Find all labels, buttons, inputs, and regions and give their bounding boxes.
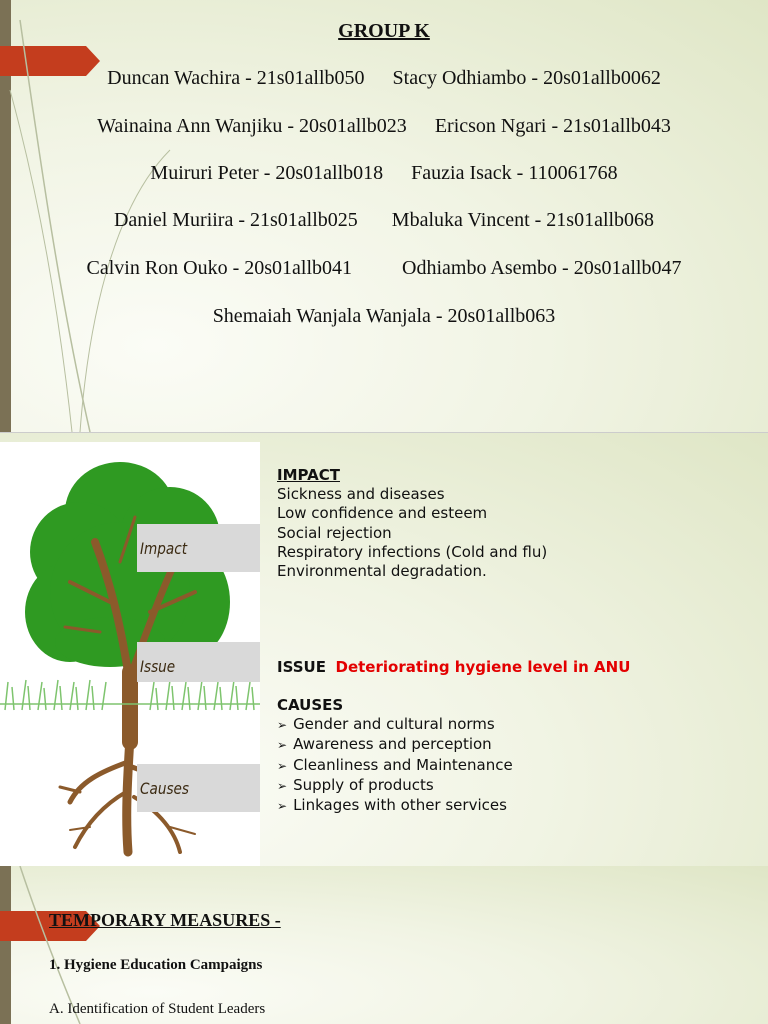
measure-item: 1. Hygiene Education Campaigns [49,957,263,973]
causes-label: Causes [140,779,189,798]
temporary-measures-title: TEMPORARY MEASURES - [49,910,281,930]
member-name: Wainaina Ann Wanjiku - 20s01allb023 [97,115,407,137]
issue-label: Issue [140,657,176,676]
issue-section [277,658,630,677]
member-name: Muiruri Peter - 20s01allb018 [150,162,384,184]
impact-item: Sickness and diseases [277,485,445,504]
impact-section [277,466,547,581]
impact-heading: IMPACT [277,466,340,484]
cause-item: ➢ Awareness and perception [277,735,513,755]
impact-item: Respiratory infections (Cold and flu) [277,542,548,561]
impact-item: Environmental degradation. [277,562,487,581]
causes-heading: CAUSES [277,696,344,714]
cause-item: ➢ Gender and cultural norms [277,715,513,735]
causes-section [277,696,513,816]
cause-item: ➢ Linkages with other services [277,796,513,816]
cause-item: ➢ Cleanliness and Maintenance [277,756,513,776]
measure-subitem: A. Identification of Student Leaders [49,1001,266,1017]
slide-problem-tree [0,432,768,867]
member-name: Calvin Ron Ouko - 20s01allb041 [86,257,353,279]
cause-item: ➢ Supply of products [277,776,513,796]
member-row [0,162,768,185]
issue-heading: ISSUE [277,658,326,676]
member-name: Fauzia Isack - 110061768 [411,162,618,184]
member-name: Mbaluka Vincent - 21s01allb068 [391,209,655,231]
member-name: Shemaiah Wanjala Wanjala - 20s01allb063 [212,305,556,327]
impact-item: Low confidence and esteem [277,504,488,523]
issue-text: Deteriorating hygiene level in ANU [335,658,631,676]
member-name: Daniel Muriira - 21s01allb025 [113,209,358,231]
member-name: Stacy Odhiambo - 20s01allb0062 [392,67,661,89]
slide-temporary-measures [0,866,768,1024]
member-row [0,209,768,232]
member-name: Duncan Wachira - 21s01allb050 [107,67,365,89]
problem-tree-panel [0,442,260,867]
member-name: Odhiambo Asembo - 20s01allb047 [402,257,682,279]
member-row [0,257,768,280]
member-row [0,115,768,138]
impact-label: Impact [140,539,188,558]
causes-list [277,715,513,816]
slide-group-members [0,0,768,432]
member-row [0,305,768,328]
group-title: GROUP K [338,20,430,42]
member-name: Ericson Ngari - 21s01allb043 [434,115,671,137]
impact-item: Social rejection [277,523,392,542]
member-row [0,67,768,90]
